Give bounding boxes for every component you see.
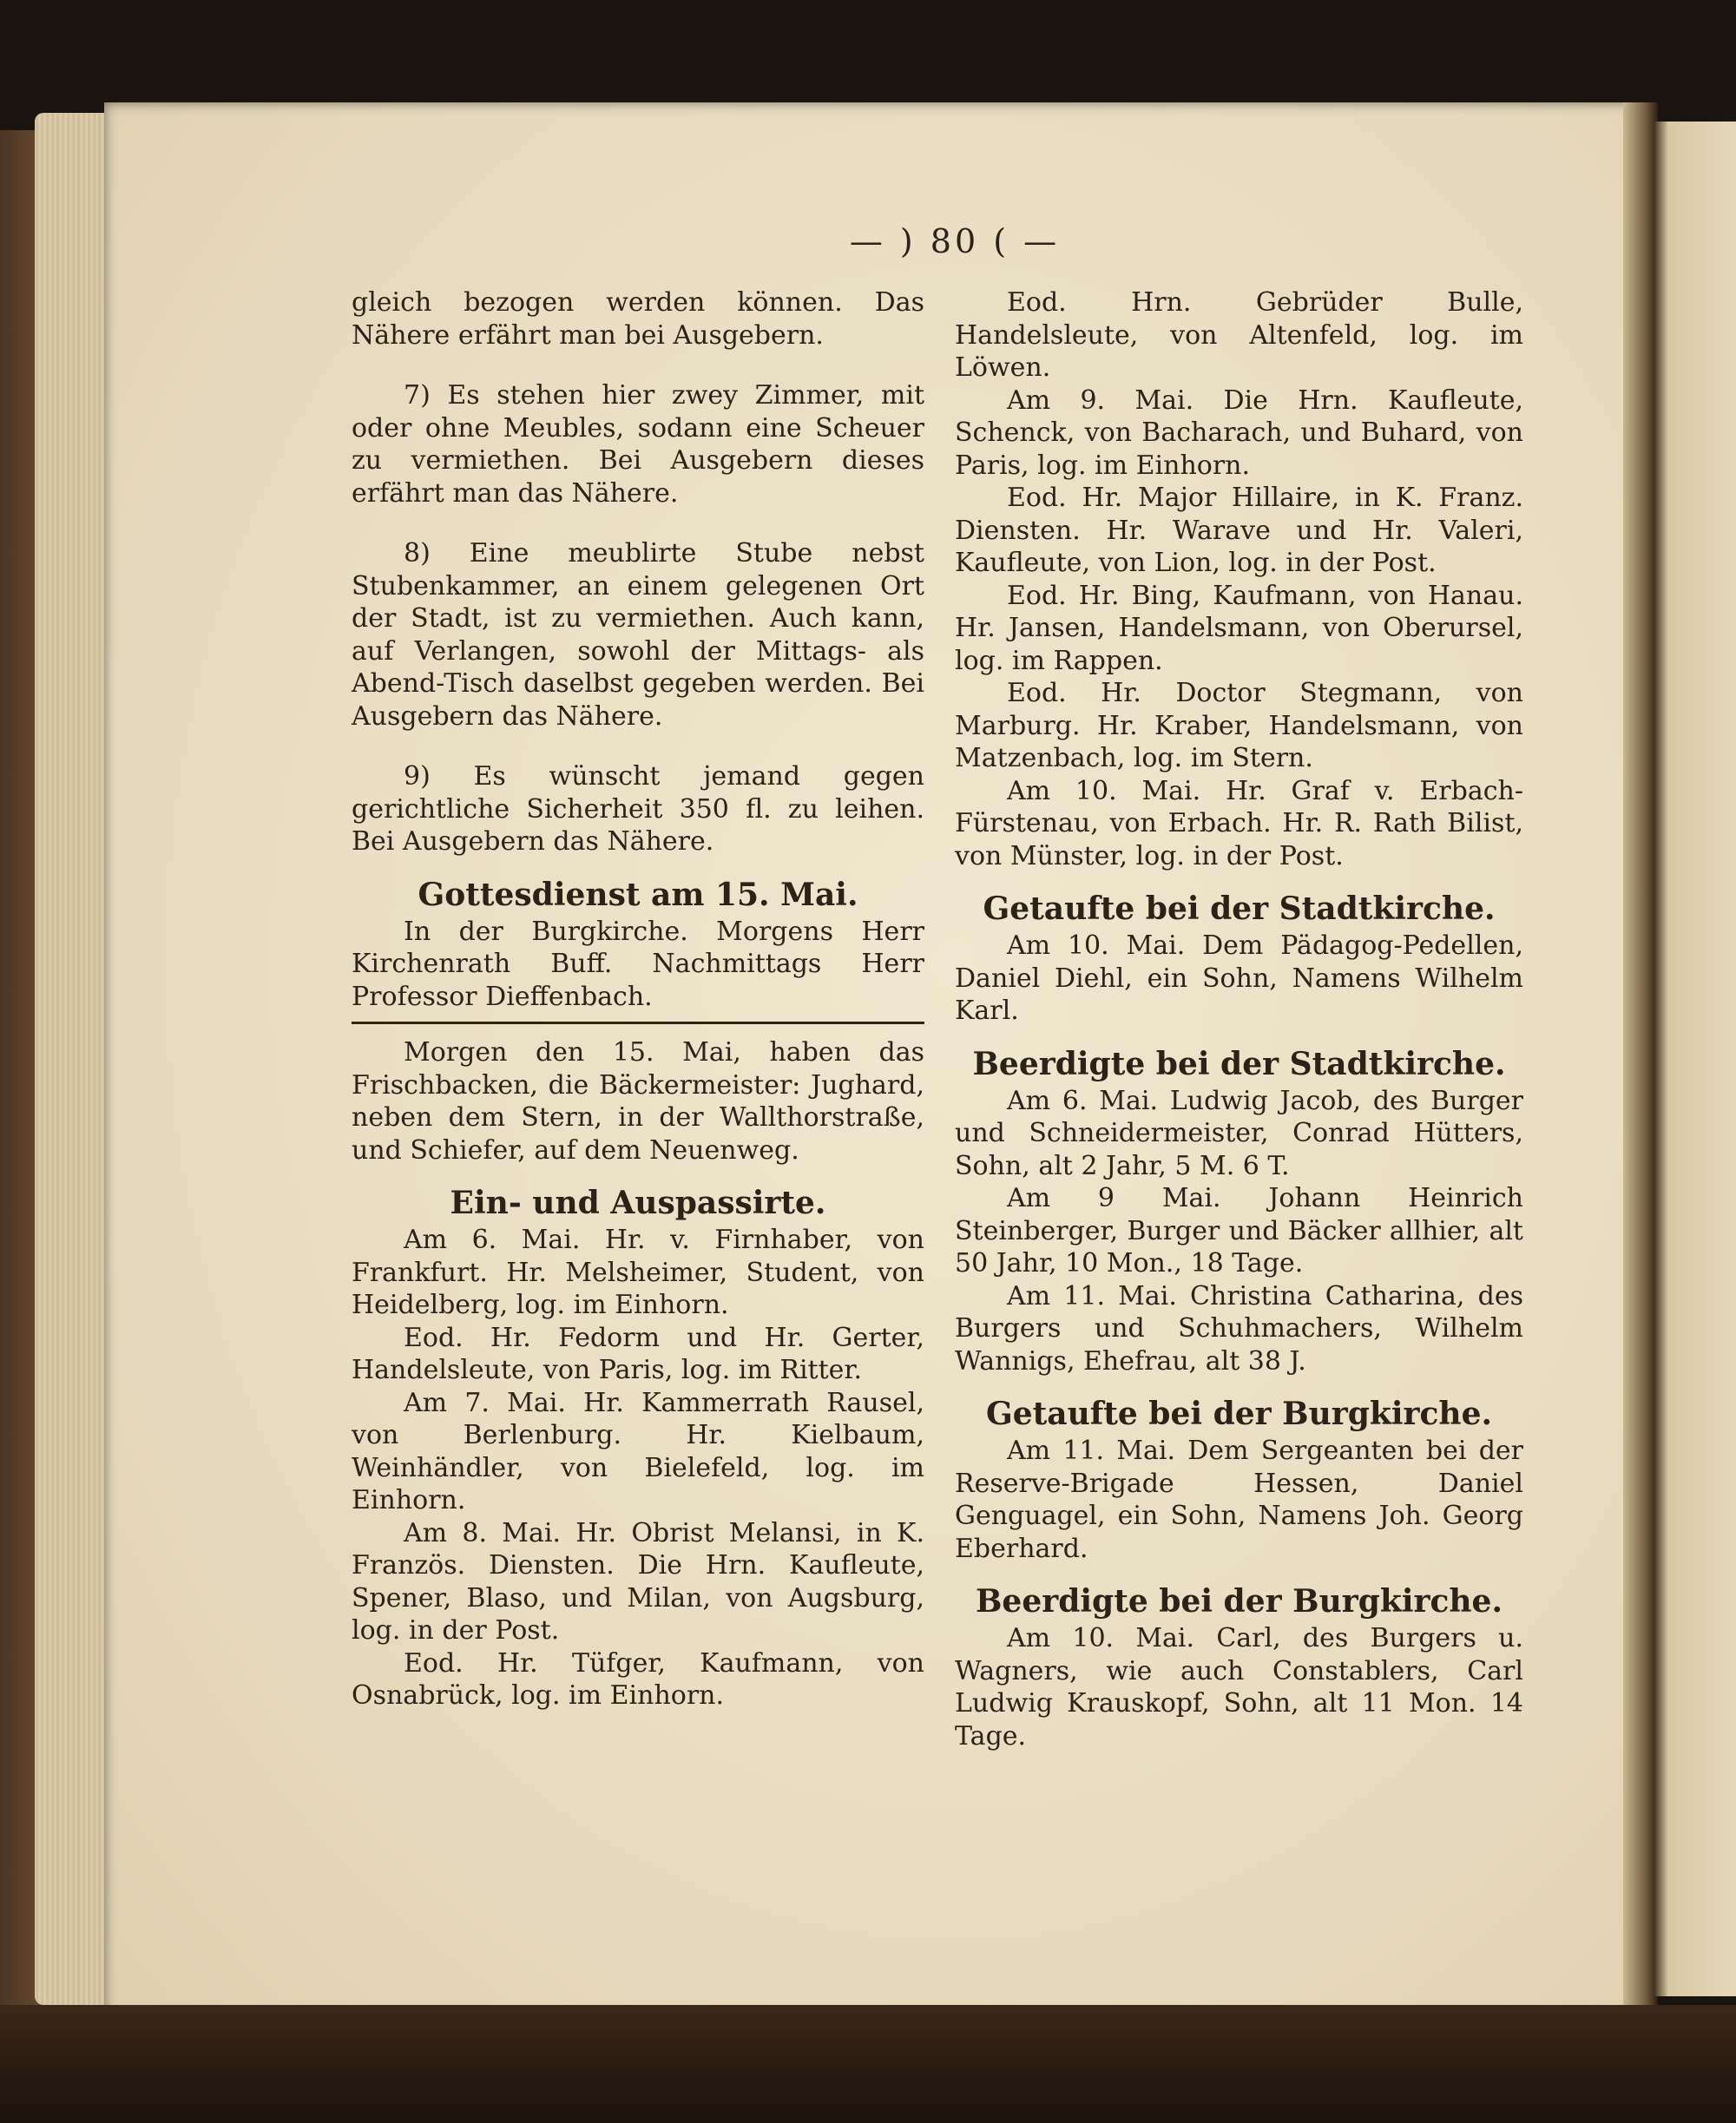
- passirte-entry: Eod. Hr. Bing, Kaufmann, von Hanau. Hr. Jansen, Handelsmann, von Oberursel, log. im Rappen.: [955, 580, 1523, 676]
- right-page-edge: [1654, 122, 1736, 1996]
- heading-getaufte-stadtkirche: Getaufte bei der Stadtkirche.: [983, 891, 1496, 927]
- book-gutter: [1623, 102, 1658, 2016]
- baptism-entry: Am 10. Mai. Dem Pädagog-Pedellen, Daniel Diehl, ein Sohn, Namens Wilhelm Karl.: [955, 930, 1523, 1026]
- book-bottom-edge: [0, 2005, 1736, 2123]
- passirte-entry: Am 6. Mai. Hr. v. Firnhaber, von Frankfurt. Hr. Melsheimer, Student, von Heidelberg, log. im Einhorn.: [352, 1225, 924, 1320]
- passirte-entry: Am 10. Mai. Hr. Graf v. Erbach-Fürstenau, von Erbach. Hr. R. Rath Bilist, von Münster, log. in der Post.: [955, 775, 1523, 871]
- burial-entry: Am 11. Mai. Christina Catharina, des Burgers und Schuhmachers, Wilhelm Wannigs, Ehefrau, alt 38 J.: [955, 1280, 1523, 1377]
- left-column: [352, 286, 924, 1712]
- passirte-entry: Eod. Hr. Major Hillaire, in K. Franz. Diensten. Hr. Warave und Hr. Valeri, Kaufleute, von Lion, log. in der Post.: [955, 483, 1523, 578]
- burial-entry: Am 6. Mai. Ludwig Jacob, des Burger und Schneidermeister, Conrad Hütters, Sohn, alt 2 Jahr, 5 M. 6 T.: [955, 1085, 1523, 1181]
- passirte-entry: Eod. Hr. Tüfger, Kaufmann, von Osnabrück, log. im Einhorn.: [352, 1647, 924, 1711]
- passirte-entry: Am 8. Mai. Hr. Obrist Melansi, in K. Französ. Diensten. Die Hrn. Kaufleute, Spener, Blaso, und Milan, von Augsburg, log. in der Post.: [352, 1517, 924, 1646]
- burial-entry: Am 9 Mai. Johann Heinrich Steinberger, Burger und Bäcker allhier, alt 50 Jahr, 10 Mon., 18 Tage.: [955, 1183, 1523, 1278]
- gottesdienst-text: In der Burgkirche. Morgens Herr Kirchenrath Buff. Nachmittags Herr Professor Dieffenbach.: [352, 916, 924, 1012]
- passirte-entry: Eod. Hr. Doctor Stegmann, von Marburg. Hr. Kraber, Handelsmann, von Matzenbach, log. im Stern.: [955, 678, 1523, 773]
- heading-beerdigte-stadtkirche: Beerdigte bei der Stadtkirche.: [972, 1045, 1506, 1082]
- heading-gottesdienst: Gottesdienst am 15. Mai.: [418, 876, 858, 913]
- passirte-entry: Eod. Hr. Fedorm und Hr. Gerter, Handelsleute, von Paris, log. im Ritter.: [352, 1322, 924, 1385]
- heading-passirte: Ein- und Auspassirte.: [450, 1185, 826, 1221]
- paragraph-continuation: gleich bezogen werden können. Das Nähere erfährt man bei Ausgebern.: [352, 287, 924, 351]
- notice-9: 9) Es wünscht jemand gegen gerichtliche Sicherheit 350 fl. zu leihen. Bei Ausgebern das Nähere.: [352, 761, 924, 857]
- passirte-entry: Eod. Hrn. Gebrüder Bulle, Handelsleute, von Altenfeld, log. im Löwen.: [955, 287, 1523, 383]
- divider-rule: [352, 1022, 924, 1024]
- burial-entry: Am 10. Mai. Carl, des Burgers u. Wagners, wie auch Constablers, Carl Ludwig Krauskopf, Sohn, alt 11 Mon. 14 Tage.: [955, 1623, 1523, 1752]
- notice-7: 7) Es stehen hier zwey Zimmer, mit oder ohne Meubles, sodann eine Scheuer zu vermiethen. Bei Ausgebern dieses erfährt man das Nähere.: [352, 380, 924, 509]
- heading-getaufte-burgkirche: Getaufte bei der Burgkirche.: [985, 1396, 1493, 1432]
- passirte-entry: Am 7. Mai. Hr. Kammerrath Rausel, von Berlenburg. Hr. Kielbaum, Weinhändler, von Bielefeld, log. im Einhorn.: [352, 1387, 924, 1515]
- baptism-entry: Am 11. Mai. Dem Sergeanten bei der Reserve-Brigade Hessen, Daniel Genguagel, ein Sohn, Namens Joh. Georg Eberhard.: [955, 1436, 1523, 1564]
- frischbacken-notice: Morgen den 15. Mai, haben das Frischbacken, die Bäckermeister: Jughard, neben dem Stern, in der Wallthorstraße, und Schiefer, auf dem Neuenweg.: [352, 1037, 924, 1166]
- page-number-header: — ) 80 ( —: [849, 222, 1061, 260]
- passirte-entry: Am 9. Mai. Die Hrn. Kaufleute, Schenck, von Bacharach, und Buhard, von Paris, log. im Einhorn.: [955, 385, 1523, 481]
- heading-beerdigte-burgkirche: Beerdigte bei der Burgkirche.: [975, 1583, 1503, 1620]
- notice-8: 8) Eine meublirte Stube nebst Stubenkammer, an einem gelegenen Ort der Stadt, ist zu vermiethen. Auch kann, auf Verlangen, sowohl der Mittags- als Abend-Tisch daselbst gegeben werden. Bei Ausgebern das Nähere.: [352, 538, 924, 732]
- right-column: [955, 286, 1523, 1752]
